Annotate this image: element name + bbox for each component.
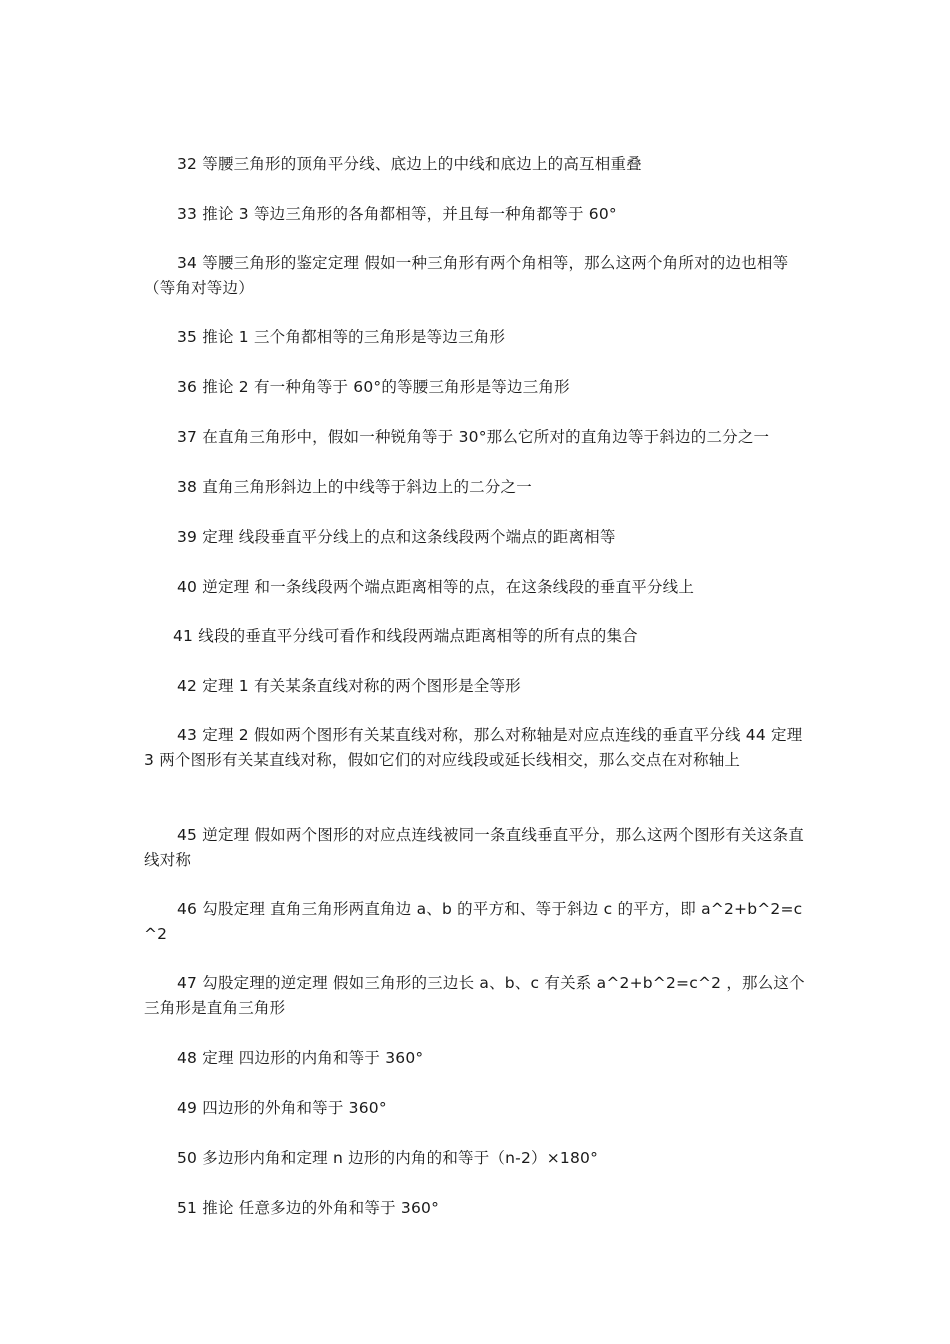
paragraph-34: 34 等腰三角形的鉴定定理 假如一种三角形有两个角相等，那么这两个角所对的边也相等（等角对等边） xyxy=(144,254,789,297)
paragraph-32: 32 等腰三角形的顶角平分线、底边上的中线和底边上的高互相重叠 xyxy=(177,155,642,173)
paragraph-43-44: 43 定理 2 假如两个图形有关某直线对称，那么对称轴是对应点连线的垂直平分线 44 定理 3 两个图形有关某直线对称，假如它们的对应线段或延长线相交，那么交点在对称轴上 xyxy=(144,726,803,769)
paragraph-33: 33 推论 3 等边三角形的各角都相等，并且每一种角都等于 60° xyxy=(177,205,617,223)
paragraph-38: 38 直角三角形斜边上的中线等于斜边上的二分之一 xyxy=(177,478,532,496)
paragraph-46: 46 勾股定理 直角三角形两直角边 a、b 的平方和、等于斜边 c 的平方，即 a^2+b^2=c^2 xyxy=(144,900,803,943)
paragraph-41: 41 线段的垂直平分线可看作和线段两端点距离相等的所有点的集合 xyxy=(173,627,638,645)
paragraph-36: 36 推论 2 有一种角等于 60°的等腰三角形是等边三角形 xyxy=(177,378,570,396)
paragraph-40: 40 逆定理 和一条线段两个端点距离相等的点，在这条线段的垂直平分线上 xyxy=(177,578,695,596)
paragraph-50: 50 多边形内角和定理 n 边形的内角的和等于（n-2）×180° xyxy=(177,1149,599,1167)
paragraph-48: 48 定理 四边形的内角和等于 360° xyxy=(177,1049,424,1067)
paragraph-51: 51 推论 任意多边的外角和等于 360° xyxy=(177,1199,440,1217)
paragraph-47: 47 勾股定理的逆定理 假如三角形的三边长 a、b、c 有关系 a^2+b^2=c^2 ，那么这个三角形是直角三角形 xyxy=(144,974,805,1017)
paragraph-39: 39 定理 线段垂直平分线上的点和这条线段两个端点的距离相等 xyxy=(177,528,616,546)
paragraph-49: 49 四边形的外角和等于 360° xyxy=(177,1099,387,1117)
paragraph-37: 37 在直角三角形中，假如一种锐角等于 30°那么它所对的直角边等于斜边的二分之一 xyxy=(177,428,770,446)
paragraph-35: 35 推论 1 三个角都相等的三角形是等边三角形 xyxy=(177,328,506,346)
paragraph-45: 45 逆定理 假如两个图形的对应点连线被同一条直线垂直平分，那么这两个图形有关这条直线对称 xyxy=(144,826,804,869)
paragraph-42: 42 定理 1 有关某条直线对称的两个图形是全等形 xyxy=(177,677,521,695)
